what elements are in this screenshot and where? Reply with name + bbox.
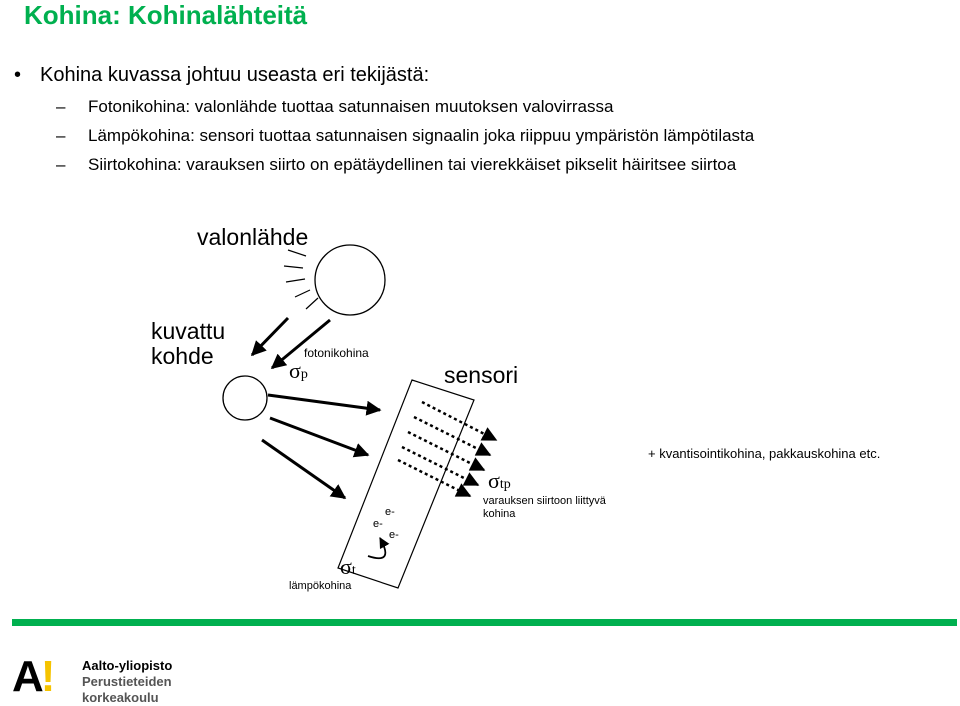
- light-to-object-arrow: [252, 318, 288, 355]
- main-bullet-text: Kohina kuvassa johtuu useasta eri tekijästä:: [40, 64, 430, 86]
- sensor-label: sensori: [444, 362, 519, 388]
- photon-noise-label: fotonikohina: [304, 346, 369, 360]
- object-to-sensor-arrow: [270, 418, 368, 455]
- electron-label: e-: [385, 506, 395, 518]
- sensor-rect: [338, 380, 474, 588]
- light-source-label: valonlähde: [197, 224, 309, 250]
- dash-marker: –: [56, 126, 66, 145]
- sigma-symbol: σ: [289, 358, 301, 383]
- sigma-t: [340, 554, 356, 580]
- sigma-tp: [488, 468, 511, 494]
- institution-line2: Perustieteiden: [82, 674, 172, 689]
- sigma-subscript: p: [300, 367, 308, 382]
- subitem-text: Fotonikohina: valonlähde tuottaa satunnaisen muutoksen valovirrassa: [88, 97, 614, 116]
- object-to-sensor-arrow: [268, 395, 380, 410]
- object-circle: [223, 376, 267, 420]
- subitem-text: Lämpökohina: sensori tuottaa satunnaisen signaalin joka riippuu ympäristön lämpötilasta: [88, 126, 755, 145]
- institution-line1: Aalto-yliopisto: [82, 658, 173, 673]
- light-source-circle: [315, 245, 385, 315]
- object-label: kuvattu kohde: [151, 318, 226, 369]
- sigma-symbol: σ: [340, 554, 352, 579]
- subitem-text: Siirtokohina: varauksen siirto on epätäydellinen tai vierekkäiset pikselit häiritsee siirtoa: [88, 155, 737, 174]
- slide-title: Kohina: Kohinalähteitä: [24, 0, 308, 30]
- institution-line3: korkeakoulu: [82, 690, 159, 705]
- aalto-logo: [12, 652, 53, 701]
- electron-label: e-: [373, 518, 383, 530]
- transfer-noise-label: varauksen siirtoon liittyvä kohina: [483, 495, 606, 520]
- thermal-noise-label: lämpökohina: [289, 580, 352, 592]
- sigma-symbol: σ: [488, 468, 500, 493]
- electron-label: e-: [389, 529, 399, 541]
- dash-marker: –: [56, 155, 66, 174]
- sigma-subscript: tp: [499, 477, 511, 492]
- sigma-subscript: t: [351, 563, 356, 578]
- logo-mark: A!: [12, 652, 53, 701]
- extra-noise-note: + kvantisointikohina, pakkauskohina etc.: [648, 446, 881, 461]
- light-rays: [284, 250, 318, 309]
- footer-bar: [12, 619, 957, 626]
- institution-name: [82, 658, 172, 706]
- object-to-sensor-arrow: [262, 440, 345, 498]
- bullet-marker: •: [14, 64, 22, 86]
- sigma-p: [289, 358, 308, 384]
- dash-marker: –: [56, 97, 66, 116]
